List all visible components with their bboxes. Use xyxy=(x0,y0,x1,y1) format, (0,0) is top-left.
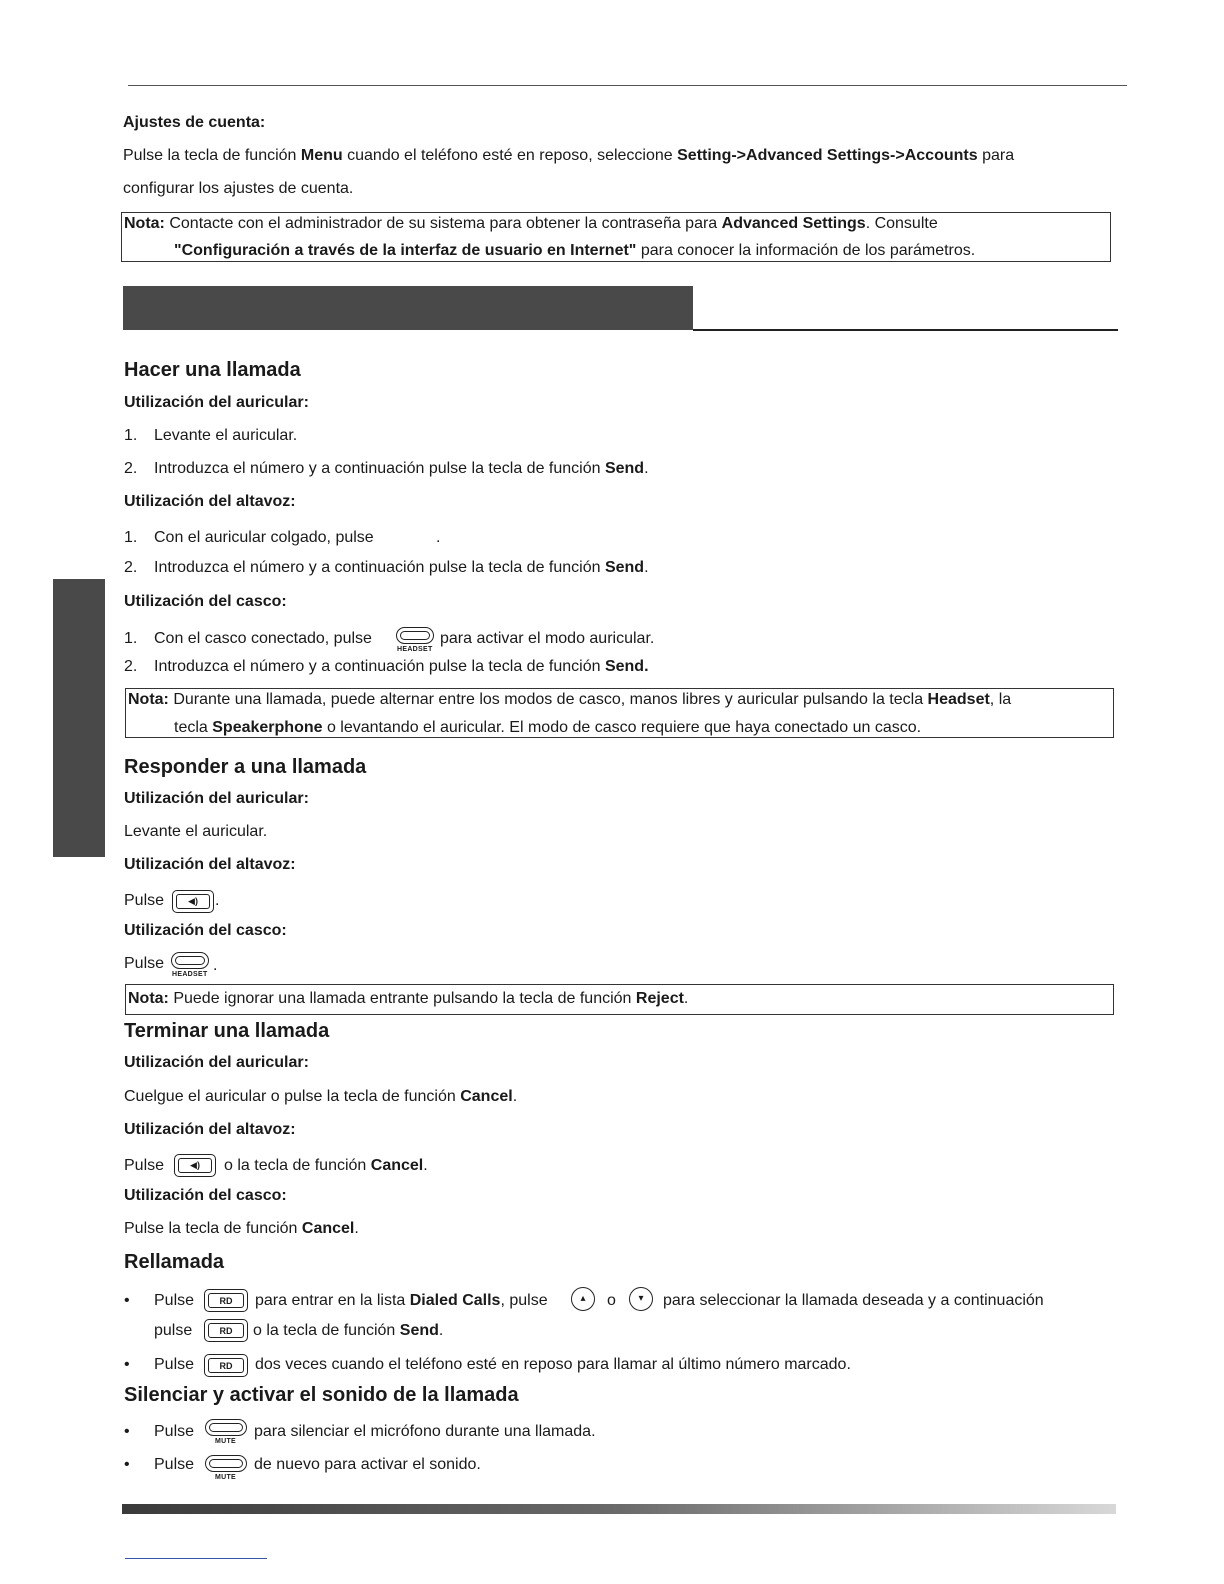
footer-gradient-bar xyxy=(122,1504,1116,1514)
note-box-accounts: Nota: Contacte con el administrador de su sistema para obtener la contraseña para Advanced Settings. Consulte "Configuración a través de la interfaz de usuario en Internet" para conocer la información de los parámetros. xyxy=(121,212,1111,262)
answer-handset-label: Utilización del auricular: xyxy=(124,790,309,807)
redial-b1-o: o xyxy=(607,1292,616,1309)
note-box-make-call: Nota: Durante una llamada, puede alternar entre los modos de casco, manos libres y auricular pulsando la tecla Headset, la tecla Speakerphone o levantando el auricular. El modo de casco requiere que haya conectado un casco. xyxy=(125,688,1114,738)
end-speaker-label: Utilización del altavoz: xyxy=(124,1121,296,1138)
answer-speaker-text: Pulse xyxy=(124,892,165,909)
answer-headset-dot: . xyxy=(213,957,218,974)
redial-bullet-1: • xyxy=(124,1292,130,1309)
make-call-handset-step1: 1. Levante el auricular. xyxy=(124,427,298,444)
rd-key-icon: RD xyxy=(204,1319,248,1347)
down-arrow-key-icon: ▾ xyxy=(629,1287,653,1311)
section-title-rule xyxy=(693,329,1118,331)
answer-headset-label: Utilización del casco: xyxy=(124,922,287,939)
make-call-headset-step1-b: para activar el modo auricular. xyxy=(440,630,655,647)
redial-b1-pulse2: pulse xyxy=(154,1322,193,1339)
accounts-heading: Ajustes de cuenta: xyxy=(123,114,266,131)
redial-b2-text: dos veces cuando el teléfono esté en reposo para llamar al último número marcado. xyxy=(255,1356,851,1373)
end-headset-text: Pulse la tecla de función Cancel. xyxy=(124,1220,359,1237)
redial-b1-text2: para seleccionar la llamada deseada y a continuación xyxy=(663,1292,1044,1309)
footer-link-rule xyxy=(125,1558,267,1559)
mute-b2-text: de nuevo para activar el sonido. xyxy=(254,1456,481,1473)
mute-bullet-1: • xyxy=(124,1423,130,1440)
make-call-headset-label: Utilización del casco: xyxy=(124,593,287,610)
section-title-bar xyxy=(123,286,693,330)
rd-key-icon: RD xyxy=(204,1289,248,1317)
answer-handset-text: Levante el auricular. xyxy=(124,823,268,840)
end-speaker-pulse: Pulse xyxy=(124,1157,165,1174)
answer-speaker-dot: . xyxy=(215,892,220,909)
redial-b2-pulse: Pulse xyxy=(154,1356,195,1373)
headset-key-icon: HEADSET xyxy=(396,627,434,655)
make-call-handset-label: Utilización del auricular: xyxy=(124,394,309,411)
redial-b1-text3: o la tecla de función Send. xyxy=(253,1322,444,1339)
end-call-title: Terminar una llamada xyxy=(124,1020,330,1042)
answer-speaker-label: Utilización del altavoz: xyxy=(124,856,296,873)
make-call-speaker-step1: 1. Con el auricular colgado, pulse . xyxy=(124,529,441,546)
header-rule xyxy=(128,85,1127,86)
make-call-handset-step2: 2. Introduzca el número y a continuación pulse la tecla de función Send. xyxy=(124,460,649,477)
mute-bullet-2: • xyxy=(124,1456,130,1473)
make-call-speaker-step2: 2. Introduzca el número y a continuación pulse la tecla de función Send. xyxy=(124,559,649,576)
end-handset-label: Utilización del auricular: xyxy=(124,1054,309,1071)
make-call-title: Hacer una llamada xyxy=(124,359,301,381)
redial-b1-pulse: Pulse xyxy=(154,1292,195,1309)
redial-b1-text: para entrar en la lista Dialed Calls, pulse xyxy=(255,1292,548,1309)
note-box-answer: Nota: Puede ignorar una llamada entrante pulsando la tecla de función Reject. xyxy=(125,984,1114,1015)
end-headset-label: Utilización del casco: xyxy=(124,1187,287,1204)
side-tab xyxy=(53,579,105,857)
redial-title: Rellamada xyxy=(124,1251,225,1273)
headset-key-icon: HEADSET xyxy=(171,952,211,980)
speaker-key-icon: ◀) xyxy=(172,890,214,918)
rd-key-icon: RD xyxy=(204,1354,248,1382)
mute-key-icon: MUTE xyxy=(205,1419,247,1447)
mute-b2-pulse: Pulse xyxy=(154,1456,195,1473)
end-speaker-text: o la tecla de función Cancel. xyxy=(224,1157,428,1174)
make-call-speaker-label: Utilización del altavoz: xyxy=(124,493,296,510)
end-handset-text: Cuelgue el auricular o pulse la tecla de función Cancel. xyxy=(124,1088,518,1105)
accounts-line1: Pulse la tecla de función Menu cuando el teléfono esté en reposo, seleccione Setting->Advanced Settings->Accounts para xyxy=(123,147,1015,164)
up-arrow-key-icon: ▴ xyxy=(571,1287,595,1311)
accounts-line2: configurar los ajustes de cuenta. xyxy=(123,180,354,197)
answer-headset-text: Pulse xyxy=(124,955,165,972)
redial-bullet-2: • xyxy=(124,1356,130,1373)
speaker-key-icon: ◀) xyxy=(174,1154,216,1182)
answer-call-title: Responder a una llamada xyxy=(124,756,367,778)
make-call-headset-step1: 1. Con el casco conectado, pulse xyxy=(124,630,372,647)
mute-key-icon: MUTE xyxy=(205,1455,247,1483)
mute-b1-pulse: Pulse xyxy=(154,1423,195,1440)
mute-b1-text: para silenciar el micrófono durante una llamada. xyxy=(254,1423,596,1440)
mute-title: Silenciar y activar el sonido de la llamada xyxy=(124,1384,519,1406)
make-call-headset-step2: 2. Introduzca el número y a continuación pulse la tecla de función Send. xyxy=(124,658,649,675)
